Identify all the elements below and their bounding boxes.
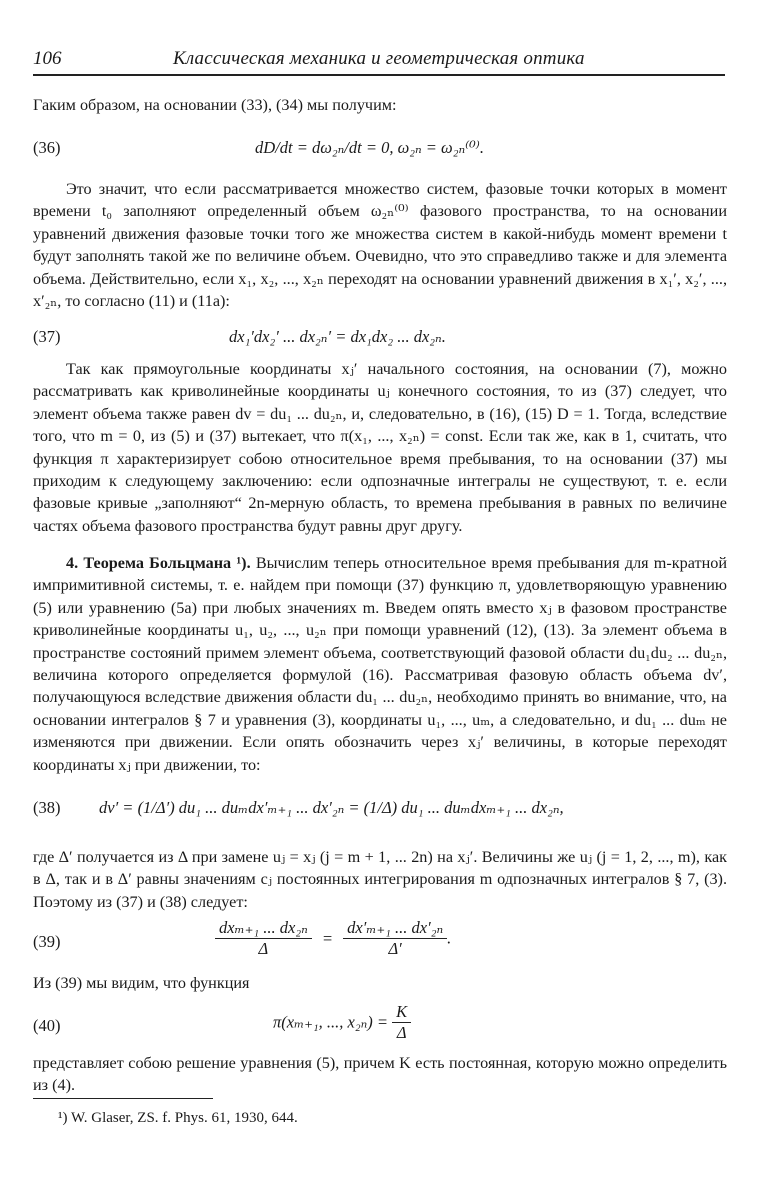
- equation-number: (38): [33, 798, 61, 817]
- footnote-divider: [33, 1098, 213, 1099]
- equation-number: (37): [33, 327, 61, 346]
- fraction-numerator: K: [392, 1002, 411, 1023]
- equation-body: dv′ = (1/Δ′) du₁ ... duₘdx′ₘ₊₁ ... dx′₂ₙ = (1/Δ) du₁ ... duₘdxₘ₊₁ ... dx₂ₙ,: [99, 798, 564, 817]
- equation-body: dx₁′dx₂′ ... dx₂ₙ′ = dx₁dx₂ ... dx₂ₙ.: [229, 327, 446, 346]
- equation-body: dxₘ₊₁ ... dx₂ₙ Δ = $\frac{\text{dx′ₘ₊₁ ... dx′₂ₙ}}{\Delta'}$ .: [215, 918, 451, 959]
- section-boltzmann: [33, 552, 727, 776]
- equation-body: dD/dt = dω₂ₙ/dt = 0, ω₂ₙ = ω₂ₙ⁽⁰⁾.: [255, 138, 484, 157]
- equation-number: (36): [33, 138, 61, 157]
- intro-line: Гаким образом, на основании (33), (34) мы получим:: [33, 96, 397, 114]
- paragraph-delta: где Δ′ получается из Δ при замене uⱼ = xⱼ (j = m + 1, ... 2n) на xⱼ′. Величины же uⱼ (j = 1, 2, ..., m), как в Δ, так и в Δ′ равны значениям cⱼ постоянных интегрирования m одпозначных интегралов § 7, (3). Поэтому из (37) и (38) следует:: [33, 848, 727, 911]
- paragraph-from39: Из (39) мы видим, что функция: [33, 974, 250, 992]
- paragraph-coordinates: Так как прямоугольные координаты xⱼ′ начального состояния, на основании (7), можно рассматривать как криволинейные координаты uⱼ конечного состояния, то из (37) следует, что элемент объема также равен dv = du₁ ... du₂ₙ, и, следовательно, в (16), (15) D = 1. Тогда, вследствие того, что m = 0, из (5) и (37) вытекает, что π(x₁, ..., x₂ₙ) = const. Если так же, как в 1, считать, что функция π характеризирует собою относительное время пребывания, то на основании (37) мы приходим к следующему заключению: если одпозначные интегралы не существуют, т. е. если фазовые кривые „заполняют“ 2n-мерную область, то времена пребывания в равных по величине частях объема фазового пространства будут равны друг другу.: [33, 360, 727, 535]
- equation-lhs: π(xₘ₊₁, ..., x₂ₙ) =: [273, 1012, 389, 1032]
- equation-38: [33, 798, 727, 838]
- paragraph-solution: представляет собою решение уравнения (5), причем K есть постоянная, которую можно определить из (4).: [33, 1054, 727, 1095]
- section-text: Вычислим теперь относительное время пребывания для m-кратной импримитивной системы, т. е. найдем при помощи (37) функцию π, удовлетворяющую уравнению (5) или уравнению (5a) при любых значениях m. Введем опять вместо xⱼ в фазовом пространстве криволинейные координаты u₁, u₂, ..., u₂ₙ при помощи уравнений (12), (13). За элемент объема в пространстве состояний примем элемент объема, соответствующий фазовой области du₁du₂ ... du₂ₙ, величина которого определяется формулой (16). Рассматривая фазовую область объема dv′, получающуюся вследствие движения области du₁ ... du₂ₙ, необходимо принять во внимание, что, на основании интегралов § 7 и уравнения (3), координаты u₁, ..., uₘ, а следовательно, и du₁ ... duₘ не изменяются при движении. Если опять обозначить через xⱼ′ величины, в которые переходят координаты xⱼ при движении, то:: [33, 554, 727, 774]
- section-title: 4. Теорема Больцмана ¹).: [66, 554, 251, 572]
- footnote: ¹) W. Glaser, ZS. f. Phys. 61, 1930, 644.: [58, 1110, 298, 1126]
- equation-number: (40): [33, 1016, 61, 1035]
- equation-36: [33, 138, 727, 178]
- paragraph-meaning: Это значит, что если рассматривается множество систем, фазовые точки которых в момент времени t₀ заполняют определенный объем ω₂ₙ⁽⁰⁾ фазового пространства, то на основании уравнений движения фазовые точки того же множества систем в какой-нибудь момент времени t будут заполнять такой же по величине объем. Очевидно, что это справедливо также и для элемента объема. Действительно, если x₁, x₂, ..., x₂ₙ переходят на основании уравнений движения в x₁′, x₂′, ..., x′₂ₙ, то согласно (11) и (11a):: [33, 180, 727, 311]
- equation-39: [33, 918, 727, 974]
- fraction-numerator: dx′ₘ₊₁ ... dx′₂ₙ: [343, 918, 447, 939]
- equation-number: (39): [33, 932, 61, 951]
- page-number: 106: [33, 48, 62, 69]
- fraction-denominator: Δ: [258, 939, 269, 958]
- equation-40: [33, 1002, 727, 1054]
- fraction-denominator: Δ: [396, 1023, 407, 1042]
- fraction-denominator: Δ′: [388, 939, 402, 958]
- page-header: [33, 48, 725, 76]
- equation-body: [273, 1002, 411, 1043]
- fraction-numerator: dxₘ₊₁ ... dx₂ₙ: [215, 918, 312, 939]
- running-title: Классическая механика и геометрическая оптика: [173, 48, 585, 69]
